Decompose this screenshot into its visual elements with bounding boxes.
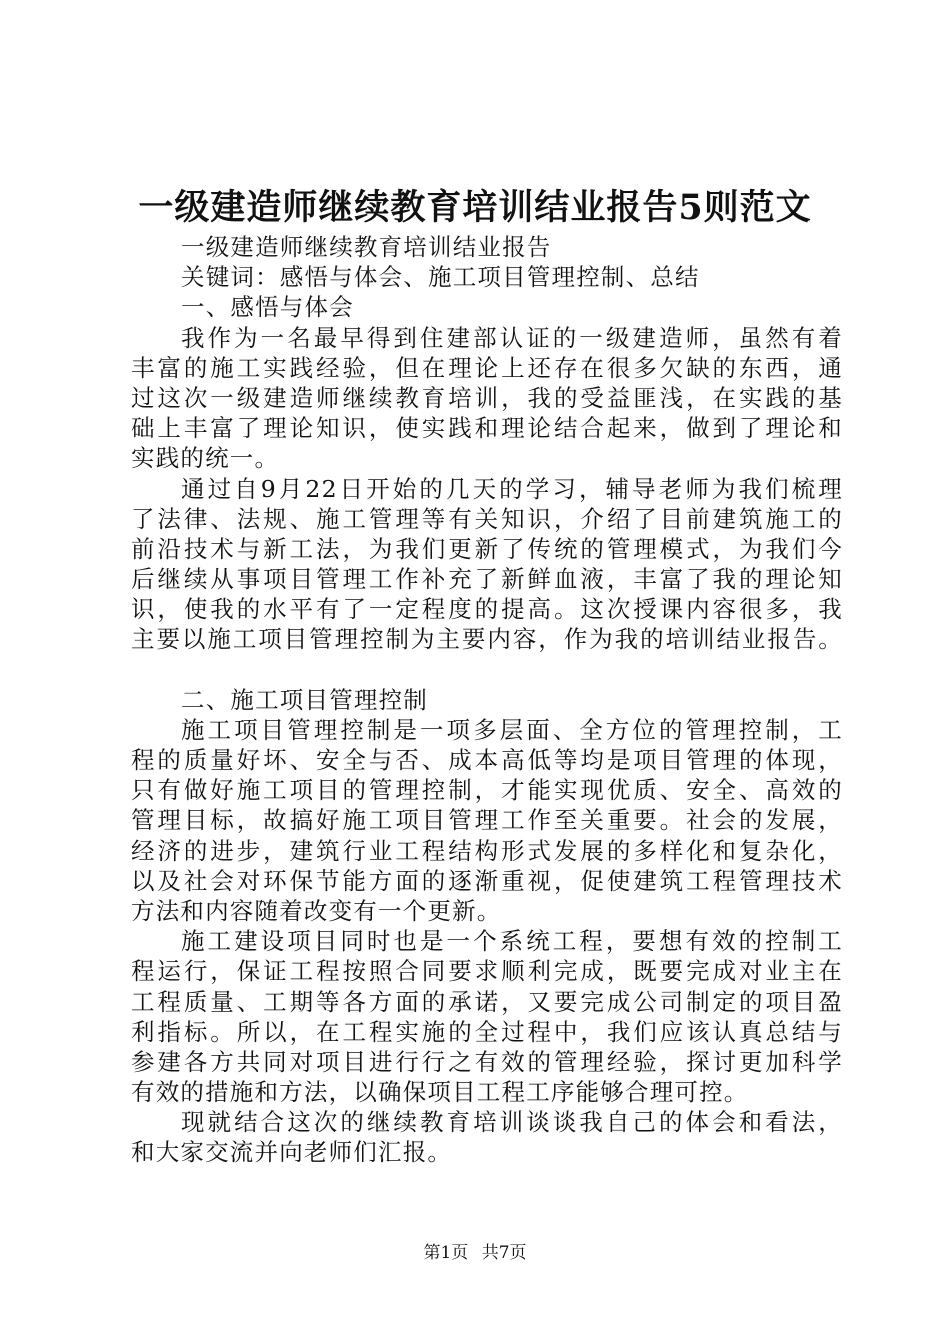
text-line: 施工项目管理控制是一项多层面、全方位的管理控制，工 (181, 715, 843, 744)
text-line: 我作为一名最早得到住建部认证的一级建造师，虽然有着 (181, 323, 843, 352)
text-line: 二、施工项目管理控制 (181, 685, 428, 714)
text-line: 后继续从事项目管理工作补充了新鲜血液，丰富了我的理论知 (131, 565, 843, 594)
text-line: 现就结合这次的继续教育培训谈谈我自己的体会和看法， (181, 1108, 843, 1137)
text-line: 了法律、法规、施工管理等有关知识，介绍了目前建筑施工的 (131, 504, 843, 533)
text-line: 通过自9月22日开始的几天的学习，辅导老师为我们梳理 (181, 474, 843, 503)
text-line: 工程质量、工期等各方面的承诺，又要完成公司制定的项目盈 (131, 987, 843, 1016)
text-line: 管理目标，故搞好施工项目管理工作至关重要。社会的发展， (131, 806, 843, 835)
text-line: 施工建设项目同时也是一个系统工程，要想有效的控制工 (181, 927, 843, 956)
page-total: 共7页 (481, 1243, 527, 1263)
text-line: 程运行，保证工程按照合同要求顺利完成，既要完成对业主在 (131, 957, 843, 986)
text-line: 础上丰富了理论知识，使实践和理论结合起来，做到了理论和 (131, 414, 843, 443)
text-line: 实践的统一。 (131, 444, 280, 473)
page-footer (0, 1241, 950, 1265)
text-line: 和大家交流并向老师们汇报。 (131, 1138, 453, 1167)
text-line: 关键词：感悟与体会、施工项目管理控制、总结 (181, 263, 700, 292)
text-line: 一级建造师继续教育培训结业报告 (181, 233, 552, 261)
text-line: 过这次一级建造师继续教育培训，我的受益匪浅，在实践的基 (131, 383, 843, 412)
text-line: 只有做好施工项目的管理控制，才能实现优质、安全、高效的 (131, 776, 843, 805)
text-line: 程的质量好坏、安全与否、成本高低等均是项目管理的体现， (131, 746, 843, 774)
text-line: 方法和内容随着改变有一个更新。 (131, 896, 502, 925)
text-line: 有效的措施和方法，以确保项目工程工序能够合理可控。 (131, 1078, 749, 1107)
document-title: 一级建造师继续教育培训结业报告5则范文 (138, 187, 812, 228)
text-line: 丰富的施工实践经验，但在理论上还存在很多欠缺的东西，通 (131, 353, 843, 382)
text-line: 以及社会对环保节能方面的逐渐重视，促使建筑工程管理技术 (131, 866, 843, 895)
text-line: 参建各方共同对项目进行行之有效的管理经验，探讨更加科学 (131, 1047, 843, 1076)
blank-line (131, 655, 843, 685)
document-body (131, 232, 843, 1168)
text-line: 主要以施工项目管理控制为主要内容，作为我的培训结业报告。 (131, 625, 843, 654)
text-line: 一、感悟与体会 (181, 293, 354, 322)
text-line: 经济的进步，建筑行业工程结构形式发展的多样化和复杂化， (131, 836, 843, 865)
text-line: 利指标。所以，在工程实施的全过程中，我们应该认真总结与 (131, 1017, 843, 1046)
text-line: 前沿技术与新工法，为我们更新了传统的管理模式，为我们今 (131, 534, 843, 563)
text-line: 识，使我的水平有了一定程度的提高。这次授课内容很多，我 (131, 595, 843, 624)
page-number: 第1页 (423, 1243, 469, 1263)
